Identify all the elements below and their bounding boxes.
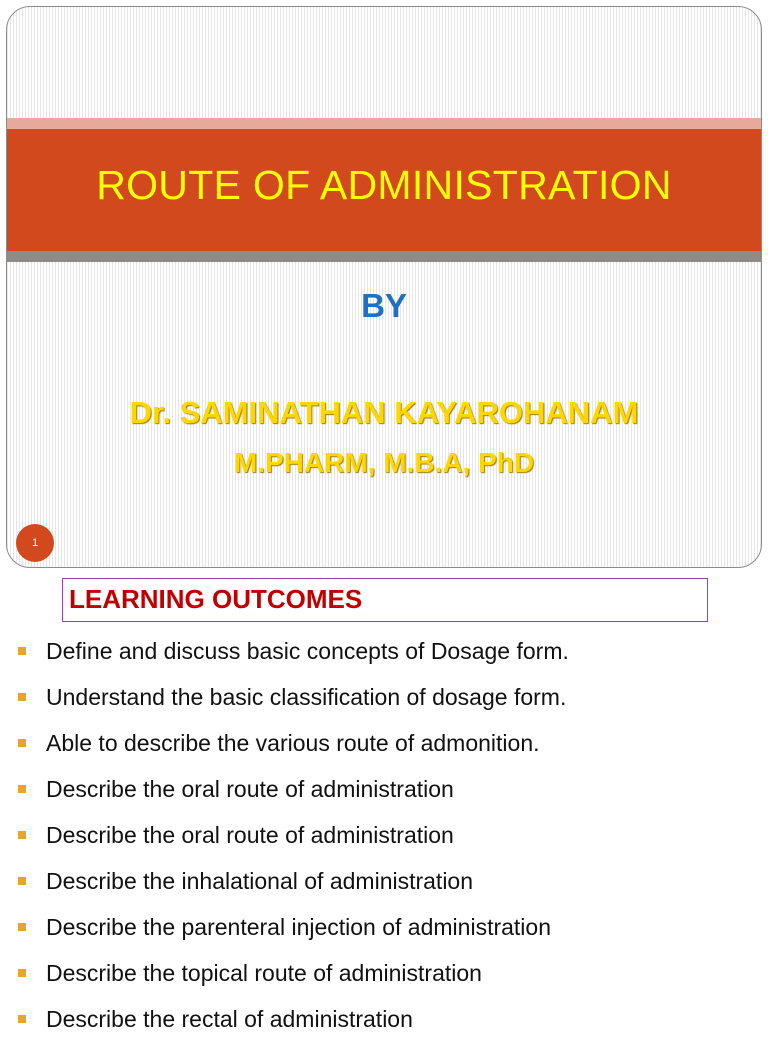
square-bullet-icon <box>18 1015 26 1023</box>
list-item-text: Describe the topical route of administration <box>46 960 482 986</box>
square-bullet-icon <box>18 785 26 793</box>
list-item <box>0 630 768 676</box>
list-item <box>0 860 768 906</box>
square-bullet-icon <box>18 647 26 655</box>
title-slide <box>6 6 762 568</box>
list-item <box>0 998 768 1044</box>
list-item <box>0 768 768 814</box>
learning-outcomes-box <box>62 578 708 622</box>
title-band <box>7 118 761 262</box>
slide-title: ROUTE OF ADMINISTRATION <box>96 162 672 208</box>
list-item <box>0 952 768 998</box>
square-bullet-icon <box>18 693 26 701</box>
list-item-text: Describe the inhalational of administration <box>46 868 474 894</box>
title-band-top-strip <box>7 118 761 129</box>
list-item-text: Describe the oral route of administration <box>46 776 454 802</box>
list-item-text: Able to describe the various route of admonition. <box>46 730 540 756</box>
square-bullet-icon <box>18 877 26 885</box>
list-item-text: Describe the oral route of administration <box>46 822 454 848</box>
square-bullet-icon <box>18 969 26 977</box>
list-item-text: Describe the parenteral injection of administration <box>46 914 551 940</box>
learning-outcomes-heading: LEARNING OUTCOMES <box>69 584 363 614</box>
list-item-text: Define and discuss basic concepts of Dosage form. <box>46 638 569 664</box>
slide-number-badge: 1 <box>16 524 54 562</box>
list-item <box>0 676 768 722</box>
list-item-text: Understand the basic classification of dosage form. <box>46 684 567 710</box>
title-band-bottom-strip <box>7 251 761 262</box>
title-band-main <box>7 129 761 251</box>
author-name: Dr. SAMINATHAN KAYAROHANAM <box>129 395 639 430</box>
list-item <box>0 722 768 768</box>
square-bullet-icon <box>18 923 26 931</box>
by-label: BY <box>361 287 407 324</box>
square-bullet-icon <box>18 739 26 747</box>
learning-outcomes-list <box>0 630 768 1044</box>
list-item <box>0 906 768 952</box>
author-degrees: M.PHARM, M.B.A, PhD <box>233 447 535 478</box>
list-item-text: Describe the rectal of administration <box>46 1006 413 1032</box>
square-bullet-icon <box>18 831 26 839</box>
list-item <box>0 814 768 860</box>
